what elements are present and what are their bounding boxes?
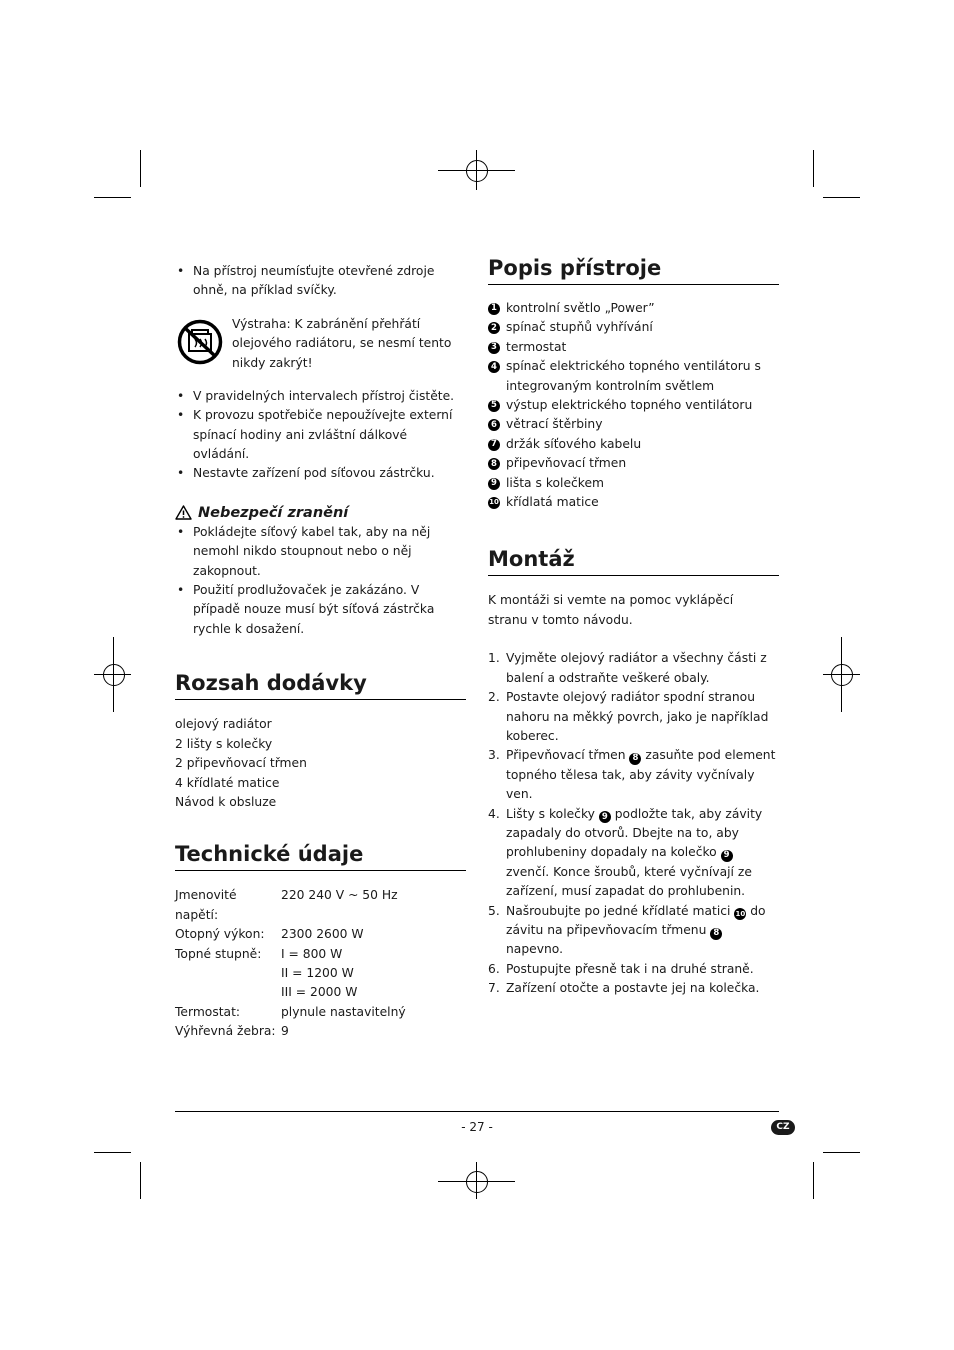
list-item: 4. Lišty s kolečky 9 podložte tak, aby závity zapadaly do otvorů. Dbejte na to, aby prohlubeniny dopadaly na kolečko 9 zvenčí. Konce šroubů, které vyčnívají ze zařízení, musí zapadat do prohlubenin. bbox=[488, 805, 779, 902]
spec-key: Topné stupně: bbox=[175, 946, 262, 961]
section-title-assembly: Montáž bbox=[488, 546, 779, 576]
number-badge: 6 bbox=[488, 419, 500, 431]
part-label: lišta s kolečkem bbox=[506, 475, 604, 490]
list-item: • Použití prodlužovaček je zakázáno. V případě nouze musí být síťová zástrčka rychle k dosažení. bbox=[175, 581, 466, 639]
number-badge: 10 bbox=[488, 497, 500, 509]
part-label: spínač elektrického topného ventilátoru s integrovaným kontrolním světlem bbox=[506, 359, 761, 393]
list-item bbox=[488, 454, 779, 473]
crop-mark bbox=[823, 197, 860, 198]
list-item: 7. Zařízení otočte a postavte jej na kolečka. bbox=[488, 979, 779, 998]
crop-mark bbox=[140, 150, 141, 187]
do-not-cover-icon bbox=[177, 319, 223, 365]
danger-heading bbox=[175, 503, 466, 523]
number-badge: 8 bbox=[629, 753, 641, 765]
number-badge: 9 bbox=[599, 811, 611, 823]
number-badge: 3 bbox=[488, 342, 500, 354]
footer-divider bbox=[175, 1111, 779, 1112]
warning-box bbox=[175, 316, 466, 370]
list-item: • Nestavte zařízení pod síťovou zástrčku. bbox=[175, 464, 466, 483]
crop-mark bbox=[94, 1152, 131, 1153]
number-badge: 9 bbox=[721, 850, 733, 862]
step-text: Postupujte přesně tak i na druhé straně. bbox=[506, 961, 754, 976]
number-badge: 7 bbox=[488, 439, 500, 451]
section-title-tech: Technické údaje bbox=[175, 841, 466, 871]
number-badge: 1 bbox=[488, 303, 500, 315]
list-item bbox=[488, 435, 779, 454]
list-item: 2. Postavte olejový radiátor spodní stranou nahoru na měkký povrch, jako je například koberec. bbox=[488, 688, 779, 746]
part-label: připevňovací třmen bbox=[506, 456, 627, 471]
spec-value: I = 800 W bbox=[281, 946, 343, 961]
number-badge: 4 bbox=[488, 361, 500, 373]
part-label: držák síťového kabelu bbox=[506, 436, 642, 451]
spec-row bbox=[175, 925, 466, 944]
number-badge: 10 bbox=[734, 908, 746, 920]
danger-title: Nebezpečí zranění bbox=[198, 504, 349, 521]
registration-circle bbox=[466, 1171, 488, 1193]
part-label: kontrolní světlo „Power” bbox=[506, 301, 655, 315]
number-badge: 2 bbox=[488, 322, 500, 334]
list-item: • K provozu spotřebiče nepoužívejte externí spínací hodiny ani zvláštní dálkové ovládání. bbox=[175, 406, 466, 464]
list-item bbox=[488, 396, 779, 415]
spec-row bbox=[175, 945, 466, 964]
warning-text: Výstraha: K zabránění přehřátí olejového radiátoru, se nesmí tento nikdy zakrýt! bbox=[232, 316, 452, 370]
crop-mark bbox=[813, 150, 814, 187]
list-item bbox=[488, 357, 779, 396]
crop-mark bbox=[140, 1162, 141, 1199]
step-text: Připevňovací třmen 8 zasuňte pod element topného tělesa tak, aby závity vyčnívaly ven. bbox=[506, 748, 776, 802]
registration-circle bbox=[103, 664, 125, 686]
list-item: 3. Připevňovací třmen 8 zasuňte pod element topného tělesa tak, aby závity vyčnívaly ven. bbox=[488, 746, 779, 804]
language-badge: CZ bbox=[771, 1120, 795, 1135]
spec-value: 9 bbox=[281, 1024, 289, 1039]
section-title-delivery: Rozsah dodávky bbox=[175, 670, 466, 700]
warning-triangle-icon bbox=[175, 505, 192, 520]
spec-key: Otopný výkon: bbox=[175, 927, 265, 942]
crop-mark bbox=[813, 1162, 814, 1199]
registration-circle bbox=[466, 160, 488, 182]
spec-value: III = 2000 W bbox=[281, 985, 358, 1000]
number-badge: 8 bbox=[488, 458, 500, 470]
spec-key: Termostat: bbox=[175, 1004, 241, 1019]
number-badge: 5 bbox=[488, 400, 500, 412]
list-item: 1. Vyjměte olejový radiátor a všechny části z balení a odstraňte veškeré obaly. bbox=[488, 649, 779, 688]
spec-row bbox=[175, 964, 466, 983]
part-label: termostat bbox=[506, 339, 567, 354]
list-item: 6. Postupujte přesně tak i na druhé straně. bbox=[488, 960, 779, 979]
step-text: Vyjměte olejový radiátor a všechny části z balení a odstraňte veškeré obaly. bbox=[506, 651, 767, 685]
list-item bbox=[488, 338, 779, 357]
list-item: 2 připevňovací třmen bbox=[175, 756, 307, 771]
spec-row bbox=[175, 983, 466, 1002]
spec-value: 2300 2600 W bbox=[281, 927, 364, 942]
section-title-parts: Popis přístroje bbox=[488, 255, 779, 285]
spec-row bbox=[175, 1003, 466, 1022]
delivery-list bbox=[175, 715, 466, 812]
spec-key bbox=[175, 983, 281, 1002]
spec-value: 220 240 V ~ 50 Hz bbox=[281, 888, 398, 903]
spec-row bbox=[175, 886, 466, 925]
page-number: - 27 - bbox=[461, 1120, 493, 1134]
step-text: Našroubujte po jedné křídlaté matici 10 do závitu na připevňovacím třmenu 8 napevno. bbox=[506, 903, 766, 957]
number-badge: 9 bbox=[488, 478, 500, 490]
part-label: křídlatá matice bbox=[506, 495, 599, 510]
assembly-intro: K montáži si vemte na pomoc vyklápěcí stranu v tomto návodu. bbox=[488, 593, 734, 627]
spec-key: Jmenovité napětí: bbox=[175, 888, 237, 922]
spec-value: plynule nastavitelný bbox=[281, 1004, 406, 1019]
spec-value: II = 1200 W bbox=[281, 965, 354, 980]
list-item bbox=[488, 318, 779, 337]
spec-key: Výhřevná žebra: bbox=[175, 1024, 276, 1039]
step-text: Lišty s kolečky 9 podložte tak, aby závity zapadaly do otvorů. Dbejte na to, aby prohlubeniny dopadaly na kolečko 9 zvenčí. Konce šroubů, které vyčnívají ze zařízení, musí zapadat do prohlubenin. bbox=[506, 806, 763, 899]
number-badge: 8 bbox=[710, 928, 722, 940]
step-text: Postavte olejový radiátor spodní stranou nahoru na měkký povrch, jako je například koberec. bbox=[506, 690, 769, 743]
crop-mark bbox=[94, 197, 131, 198]
list-item bbox=[488, 493, 779, 512]
parts-list bbox=[488, 299, 779, 512]
list-item bbox=[488, 474, 779, 493]
part-label: spínač stupňů vyhřívání bbox=[506, 320, 653, 335]
spec-key bbox=[175, 964, 281, 983]
list-item bbox=[488, 415, 779, 434]
step-text: Zařízení otočte a postavte jej na kolečka. bbox=[506, 981, 760, 996]
part-label: větrací štěrbiny bbox=[506, 417, 603, 432]
spec-row bbox=[175, 1022, 466, 1041]
spec-table bbox=[175, 886, 466, 1041]
registration-circle bbox=[831, 664, 853, 686]
list-item: 2 lišty s kolečky bbox=[175, 736, 273, 751]
list-item: • Pokládejte síťový kabel tak, aby na něj nemohl nikdo stoupnout nebo o něj zakopnout. bbox=[175, 523, 466, 581]
list-item: 4 křídlaté matice bbox=[175, 775, 280, 790]
left-column bbox=[175, 262, 466, 1042]
list-item: olejový radiátor bbox=[175, 717, 272, 732]
list-item: 5. Našroubujte po jedné křídlaté matici 10 do závitu na připevňovacím třmenu 8 napevno. bbox=[488, 902, 779, 960]
right-column bbox=[488, 255, 779, 999]
assembly-steps bbox=[488, 649, 779, 998]
crop-mark bbox=[823, 1152, 860, 1153]
list-item: • Na přístroj neumísťujte otevřené zdroje ohně, na příklad svíčky. bbox=[175, 262, 466, 301]
list-item: Návod k obsluze bbox=[175, 794, 277, 809]
list-item bbox=[488, 299, 779, 318]
part-label: výstup elektrického topného ventilátoru bbox=[506, 398, 753, 413]
list-item: • V pravidelných intervalech přístroj čistěte. bbox=[175, 387, 466, 406]
